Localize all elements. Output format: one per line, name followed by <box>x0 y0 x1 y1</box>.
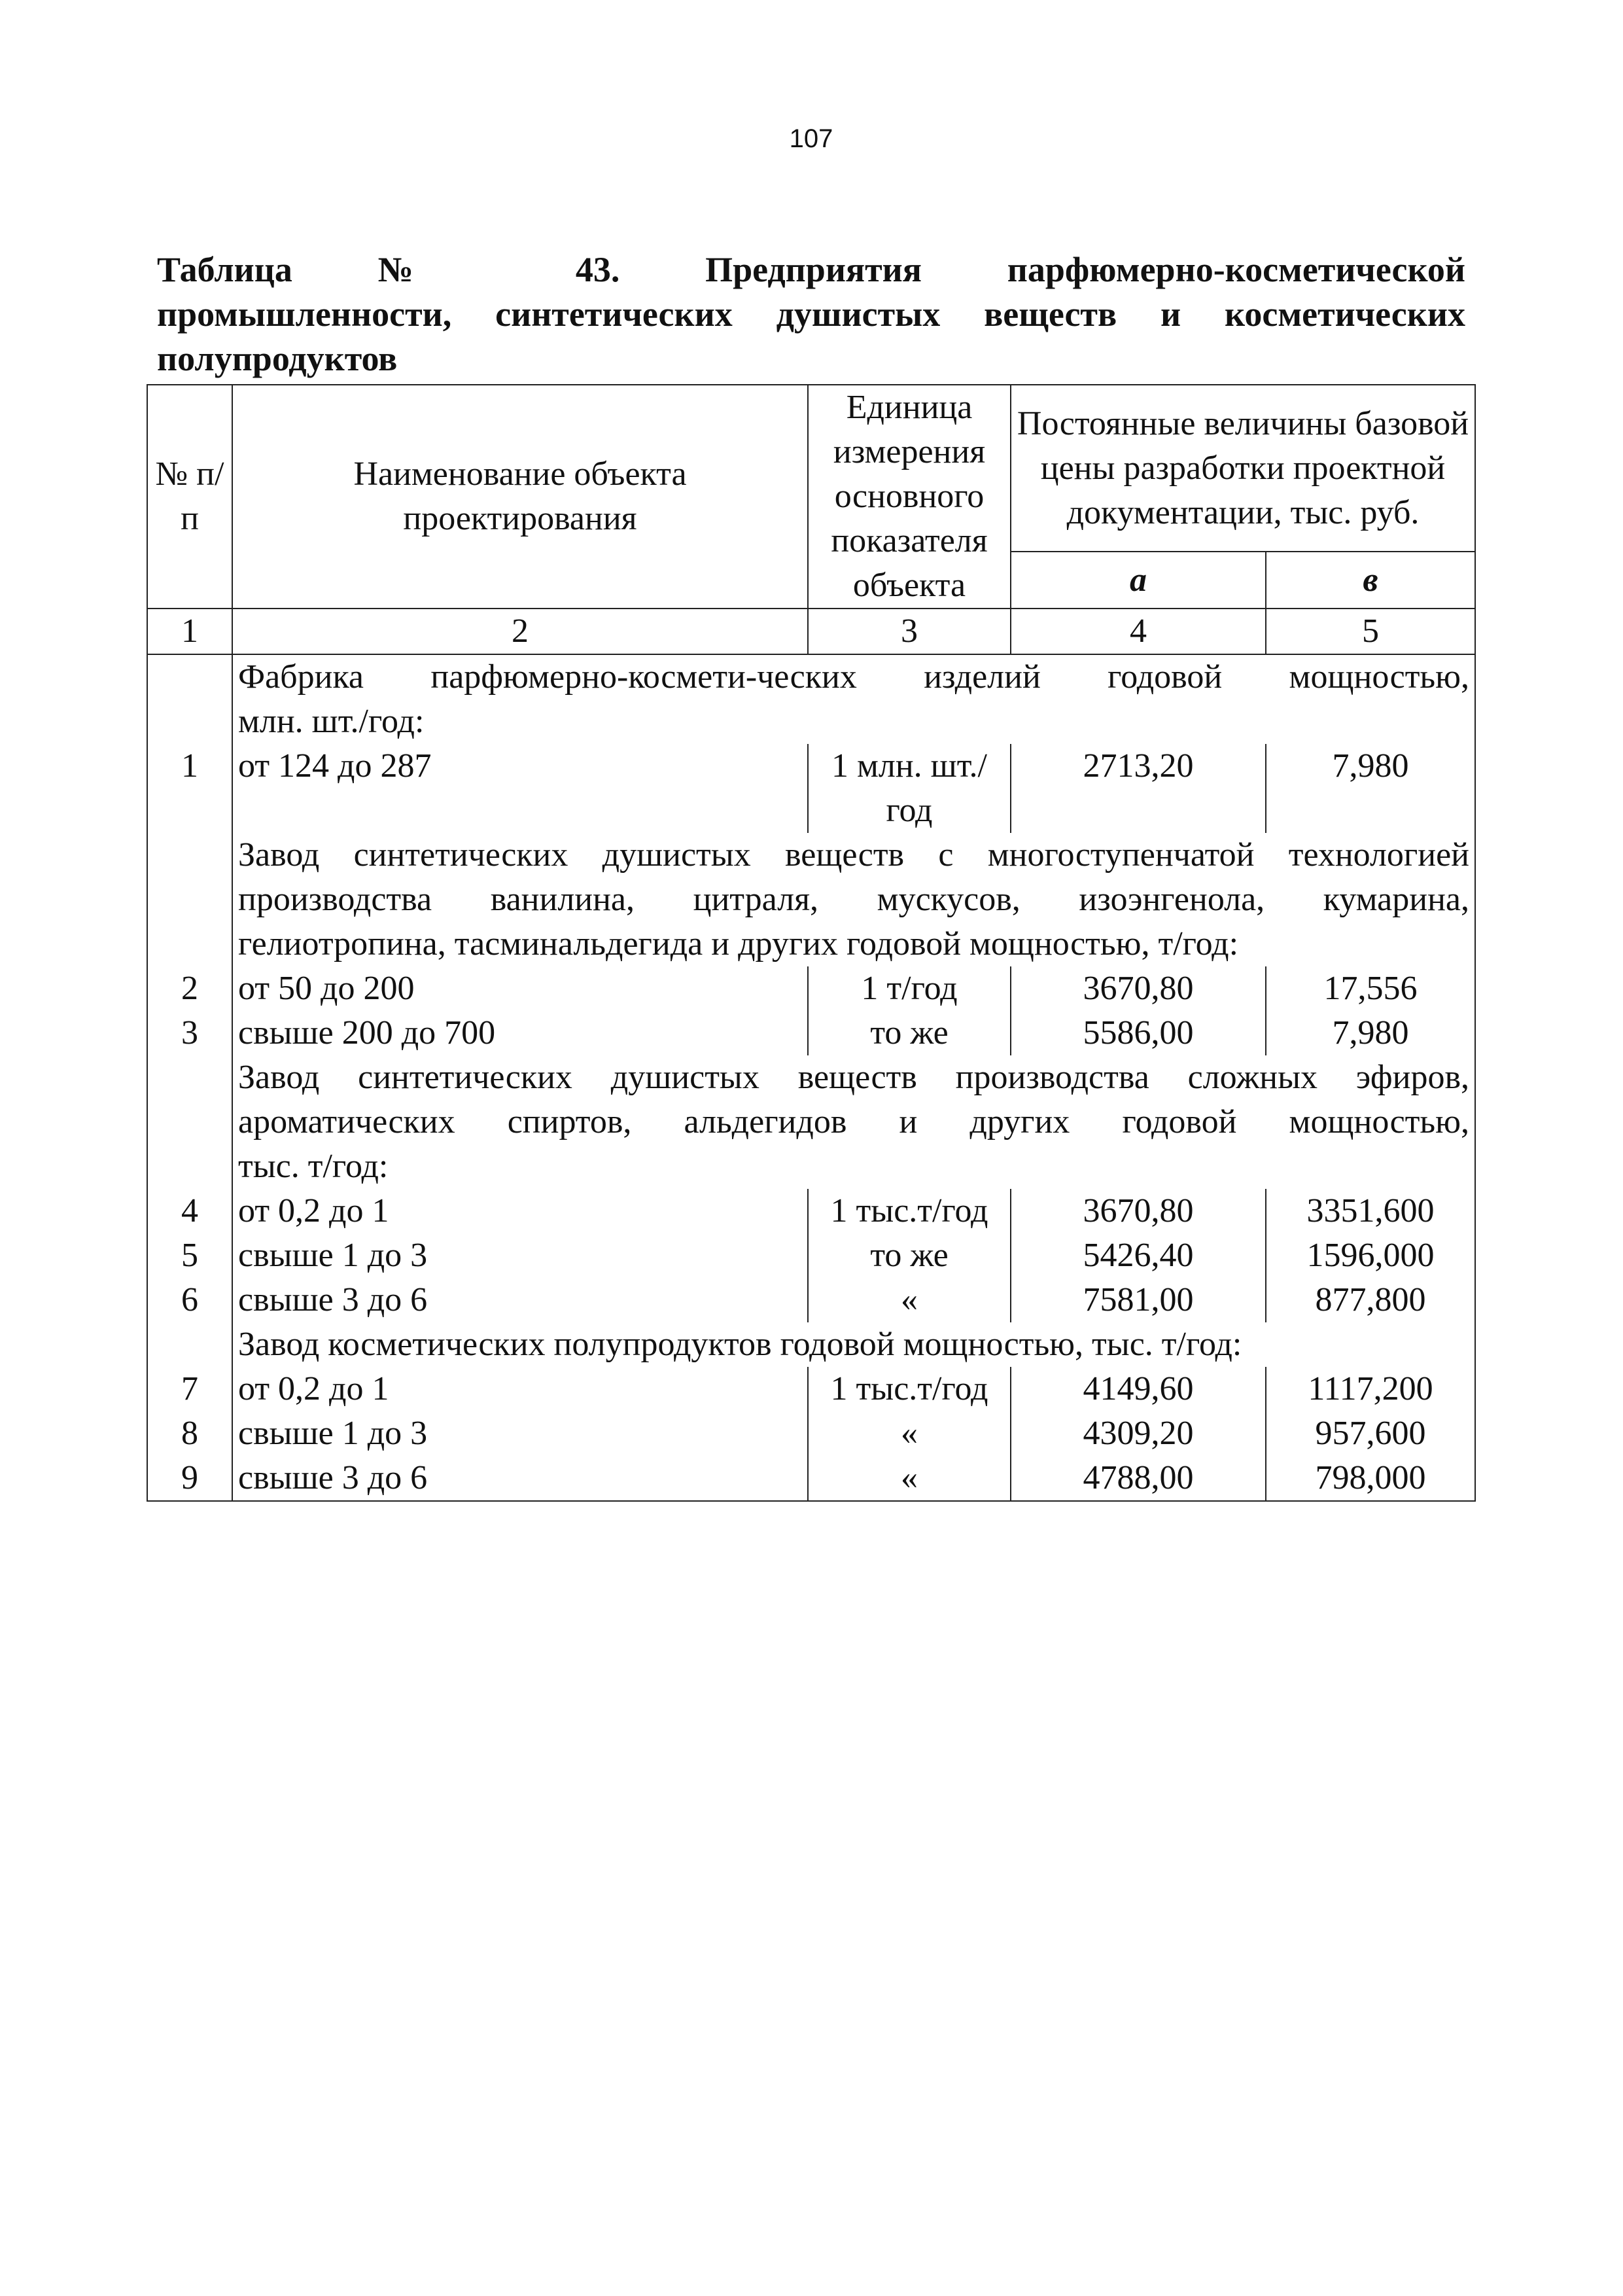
group-title-line: тыс. т/год: <box>238 1148 389 1185</box>
row-name: свыше 1 до 3 <box>232 1411 808 1456</box>
row-number: 4 <box>147 1189 232 1233</box>
header-b: в <box>1266 552 1475 609</box>
row-unit: то же <box>808 1233 1011 1278</box>
group-num-cell <box>147 654 232 744</box>
group-title-row <box>147 1055 1475 1189</box>
row-value-a: 4788,00 <box>1011 1456 1266 1501</box>
column-number: 2 <box>232 609 808 654</box>
title-line: Таблица № 43. Предприятия парфюмерно-косметической <box>157 250 1465 289</box>
table-row <box>147 1367 1475 1411</box>
row-unit: « <box>808 1411 1011 1456</box>
row-value-b: 1596,000 <box>1266 1233 1475 1278</box>
row-value-a: 3670,80 <box>1011 1189 1266 1233</box>
row-value-a: 3670,80 <box>1011 966 1266 1011</box>
row-unit: то же <box>808 1011 1011 1055</box>
row-name: от 0,2 до 1 <box>232 1189 808 1233</box>
header-row <box>147 385 1475 552</box>
row-value-b: 877,800 <box>1266 1278 1475 1322</box>
row-unit: 1 млн. шт./год <box>808 744 1011 833</box>
page-number: 107 <box>789 124 833 153</box>
group-title <box>232 654 1475 744</box>
row-value-b: 1117,200 <box>1266 1367 1475 1411</box>
row-name: свыше 3 до 6 <box>232 1278 808 1322</box>
group-title-line: ароматических спиртов, альдегидов и других годовой мощностью, <box>238 1103 1469 1140</box>
group-title-line: Завод синтетических душистых веществ с многоступенчатой технологией <box>238 836 1469 874</box>
row-value-a: 7581,00 <box>1011 1278 1266 1322</box>
group-num-cell <box>147 1322 232 1367</box>
row-number: 3 <box>147 1011 232 1055</box>
group-title <box>232 1322 1475 1367</box>
header-a: а <box>1011 552 1266 609</box>
group-title-line: производства ванилина, цитраля, мускусов, изоэнгенола, кумарина, <box>238 881 1469 918</box>
column-number: 4 <box>1011 609 1266 654</box>
row-number: 1 <box>147 744 232 833</box>
group-title <box>232 833 1475 966</box>
row-unit: 1 т/год <box>808 966 1011 1011</box>
table-row <box>147 744 1475 833</box>
title-line: полупродуктов <box>157 339 398 378</box>
row-value-b: 7,980 <box>1266 744 1475 833</box>
group-num-cell <box>147 1055 232 1189</box>
table-row <box>147 1411 1475 1456</box>
row-number: 7 <box>147 1367 232 1411</box>
row-value-b: 7,980 <box>1266 1011 1475 1055</box>
header-unit: Единица измерения основного показателя объекта <box>808 385 1011 609</box>
table-row <box>147 1278 1475 1322</box>
column-number: 1 <box>147 609 232 654</box>
group-title <box>232 1055 1475 1189</box>
row-name: свыше 3 до 6 <box>232 1456 808 1501</box>
row-value-a: 4149,60 <box>1011 1367 1266 1411</box>
title-line: промышленности, синтетических душистых веществ и косметических <box>157 294 1465 334</box>
row-value-a: 4309,20 <box>1011 1411 1266 1456</box>
row-value-b: 17,556 <box>1266 966 1475 1011</box>
row-value-b: 3351,600 <box>1266 1189 1475 1233</box>
row-unit: 1 тыс.т/год <box>808 1367 1011 1411</box>
row-name: от 50 до 200 <box>232 966 808 1011</box>
row-number: 8 <box>147 1411 232 1456</box>
row-value-b: 798,000 <box>1266 1456 1475 1501</box>
row-unit: « <box>808 1456 1011 1501</box>
row-number: 5 <box>147 1233 232 1278</box>
group-title-line: Завод синтетических душистых веществ производства сложных эфиров, <box>238 1059 1469 1096</box>
header-values: Постоянные величины базовой цены разработки проектной документации, тыс. руб. <box>1011 385 1475 552</box>
group-title-line: млн. шт./год: <box>238 703 425 740</box>
table-row <box>147 1011 1475 1055</box>
row-value-a: 5426,40 <box>1011 1233 1266 1278</box>
row-name: свыше 200 до 700 <box>232 1011 808 1055</box>
table-row <box>147 1233 1475 1278</box>
group-title-line: Завод косметических полупродуктов годовой мощностью, тыс. т/год: <box>238 1326 1242 1363</box>
header-num: № п/п <box>147 385 232 609</box>
group-title-row <box>147 654 1475 744</box>
row-value-a: 2713,20 <box>1011 744 1266 833</box>
column-number-row <box>147 609 1475 654</box>
group-num-cell <box>147 833 232 966</box>
table-title <box>157 247 1465 381</box>
row-number: 6 <box>147 1278 232 1322</box>
group-title-line: гелиотропина, тасминальдегида и других годовой мощностью, т/год: <box>238 925 1239 963</box>
column-number: 3 <box>808 609 1011 654</box>
row-value-a: 5586,00 <box>1011 1011 1266 1055</box>
price-table <box>147 384 1476 1502</box>
table-row <box>147 1456 1475 1501</box>
column-number: 5 <box>1266 609 1475 654</box>
row-number: 2 <box>147 966 232 1011</box>
table-row <box>147 1189 1475 1233</box>
row-unit: 1 тыс.т/год <box>808 1189 1011 1233</box>
row-name: от 124 до 287 <box>232 744 808 833</box>
table-row <box>147 966 1475 1011</box>
row-name: от 0,2 до 1 <box>232 1367 808 1411</box>
group-title-row <box>147 1322 1475 1367</box>
row-number: 9 <box>147 1456 232 1501</box>
header-name: Наименование объекта проектирования <box>232 385 808 609</box>
row-unit: « <box>808 1278 1011 1322</box>
group-title-row <box>147 833 1475 966</box>
row-name: свыше 1 до 3 <box>232 1233 808 1278</box>
row-value-b: 957,600 <box>1266 1411 1475 1456</box>
group-title-line: Фабрика парфюмерно-космети-ческих изделий годовой мощностью, <box>238 658 1469 696</box>
